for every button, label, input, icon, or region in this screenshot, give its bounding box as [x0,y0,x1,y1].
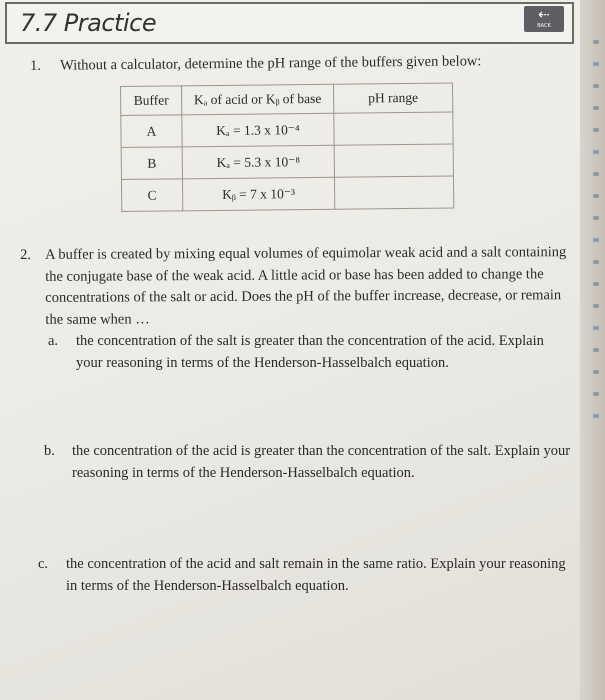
buffer-cell: A [121,115,182,148]
ph-range-cell[interactable] [334,144,453,177]
table-row [121,112,453,147]
page-edge [580,0,605,700]
question-1-prompt: Without a calculator, determine the pH range of the buffers given below: [59,53,482,74]
table-row [121,144,453,179]
page-title: 7.7 Practice [20,9,157,37]
back-button[interactable] [524,6,564,32]
constant-cell: Kᵦ = 7 x 10⁻³ [182,177,334,211]
header-buffer: Buffer [121,86,182,116]
header-constant: Kₐ of acid or Kᵦ of base [182,84,334,115]
buffer-table [120,83,454,212]
question-2-prompt: A buffer is created by mixing equal volumes of equimolar weak acid and a salt containing the conjugate base of the weak acid. A little acid or base has been added to change the concentrations of the salt or acid. Does the pH of the buffer increase, decrease, or remain the same when … [45,244,567,328]
question-2c-text: the concentration of the acid and salt remain in the same ratio. Explain your reasoning in terms of the Henderson-Hasselbalch equation. [66,556,566,594]
title-bar [5,2,574,44]
table-row [121,176,453,211]
question-2b [44,441,574,484]
question-2a [48,331,568,374]
table-header-row [121,83,453,115]
constant-cell: Kₐ = 5.3 x 10⁻⁸ [182,145,334,179]
question-1-number: 1. [30,57,42,74]
question-2b-letter: b. [44,443,55,459]
constant-cell: Kₐ = 1.3 x 10⁻⁴ [182,113,334,147]
question-2a-text: the concentration of the salt is greater than the concentration of the acid. Explain your reasoning in terms of the Henderson-Hasselbalch equation. [76,333,544,371]
question-2-number: 2. [20,246,31,263]
question-2b-text: the concentration of the acid is greater than the concentration of the salt. Explain your reasoning in terms of the Henderson-Hasselbalch equation. [72,443,571,481]
question-2c [38,554,578,597]
ph-range-cell[interactable] [334,176,453,209]
buffer-cell: C [121,179,182,212]
ph-range-cell[interactable] [334,112,453,145]
buffer-cell: B [121,147,182,180]
question-2a-letter: a. [48,333,59,349]
back-arrow-icon: ⇠ [538,7,550,23]
question-2c-letter: c. [38,556,49,572]
question-2 [20,242,580,331]
back-label: BACK [537,23,551,29]
header-ph-range: pH range [333,83,452,113]
